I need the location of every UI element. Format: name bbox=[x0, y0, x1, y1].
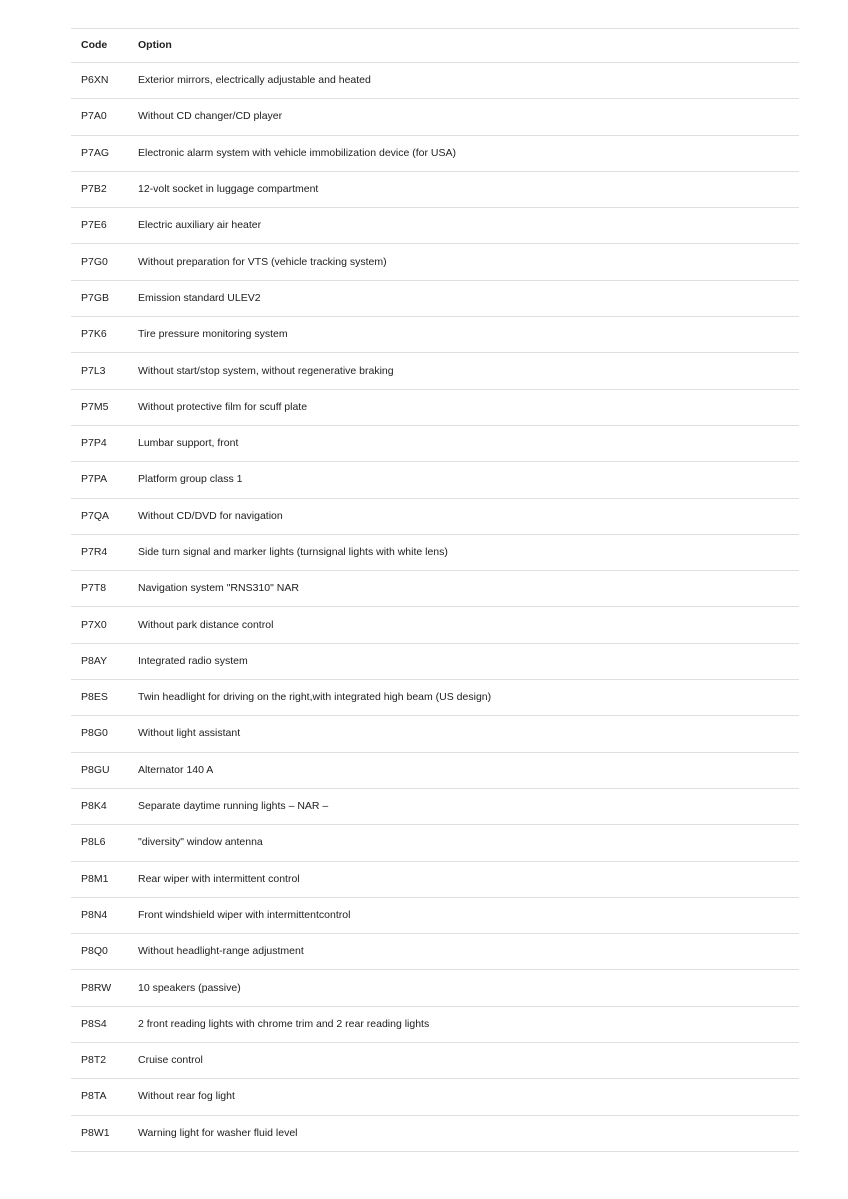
table-row bbox=[71, 135, 799, 171]
code-cell: P7L3 bbox=[71, 353, 138, 389]
option-cell: Without headlight-range adjustment bbox=[138, 934, 799, 970]
option-cell: Side turn signal and marker lights (turnsignal lights with white lens) bbox=[138, 534, 799, 570]
table-row bbox=[71, 934, 799, 970]
table-row bbox=[71, 425, 799, 461]
code-cell: P8W1 bbox=[71, 1115, 138, 1151]
header-row bbox=[71, 29, 799, 63]
code-cell: P8T2 bbox=[71, 1043, 138, 1079]
code-cell: P7GB bbox=[71, 280, 138, 316]
table-row bbox=[71, 389, 799, 425]
option-cell: 10 speakers (passive) bbox=[138, 970, 799, 1006]
code-cell: P7PA bbox=[71, 462, 138, 498]
option-cell: Without park distance control bbox=[138, 607, 799, 643]
table-row bbox=[71, 788, 799, 824]
table-row bbox=[71, 861, 799, 897]
option-cell: Electronic alarm system with vehicle immobilization device (for USA) bbox=[138, 135, 799, 171]
table-row bbox=[71, 680, 799, 716]
table-row bbox=[71, 353, 799, 389]
code-cell: P7QA bbox=[71, 498, 138, 534]
option-cell: Lumbar support, front bbox=[138, 425, 799, 461]
table-row bbox=[71, 752, 799, 788]
code-cell: P8M1 bbox=[71, 861, 138, 897]
table-row bbox=[71, 825, 799, 861]
table-row bbox=[71, 1043, 799, 1079]
code-cell: P7R4 bbox=[71, 534, 138, 570]
table-row bbox=[71, 462, 799, 498]
table-body bbox=[71, 63, 799, 1152]
code-cell: P7K6 bbox=[71, 317, 138, 353]
code-cell: P7M5 bbox=[71, 389, 138, 425]
code-cell: P7G0 bbox=[71, 244, 138, 280]
code-cell: P8G0 bbox=[71, 716, 138, 752]
code-cell: P8GU bbox=[71, 752, 138, 788]
table-row bbox=[71, 897, 799, 933]
table-header bbox=[71, 29, 799, 63]
code-cell: P7A0 bbox=[71, 99, 138, 135]
table-row bbox=[71, 716, 799, 752]
options-table bbox=[71, 28, 799, 1152]
code-cell: P6XN bbox=[71, 63, 138, 99]
table-row bbox=[71, 607, 799, 643]
option-cell: Platform group class 1 bbox=[138, 462, 799, 498]
option-cell: Front windshield wiper with intermittentcontrol bbox=[138, 897, 799, 933]
column-header-option: Option bbox=[138, 29, 799, 63]
option-cell: Tire pressure monitoring system bbox=[138, 317, 799, 353]
option-cell: Without rear fog light bbox=[138, 1079, 799, 1115]
code-cell: P8TA bbox=[71, 1079, 138, 1115]
table-row bbox=[71, 99, 799, 135]
code-cell: P8N4 bbox=[71, 897, 138, 933]
option-cell: "diversity" window antenna bbox=[138, 825, 799, 861]
table-row bbox=[71, 280, 799, 316]
code-cell: P7T8 bbox=[71, 571, 138, 607]
table-row bbox=[71, 244, 799, 280]
code-cell: P8L6 bbox=[71, 825, 138, 861]
option-cell: Emission standard ULEV2 bbox=[138, 280, 799, 316]
table-row bbox=[71, 1079, 799, 1115]
option-cell: Without preparation for VTS (vehicle tracking system) bbox=[138, 244, 799, 280]
table-row bbox=[71, 171, 799, 207]
table-row bbox=[71, 1115, 799, 1151]
option-cell: Integrated radio system bbox=[138, 643, 799, 679]
code-cell: P8S4 bbox=[71, 1006, 138, 1042]
table-row bbox=[71, 534, 799, 570]
option-cell: Without CD changer/CD player bbox=[138, 99, 799, 135]
option-cell: 2 front reading lights with chrome trim and 2 rear reading lights bbox=[138, 1006, 799, 1042]
option-cell: Without light assistant bbox=[138, 716, 799, 752]
option-cell: Rear wiper with intermittent control bbox=[138, 861, 799, 897]
option-cell: Without CD/DVD for navigation bbox=[138, 498, 799, 534]
column-header-code: Code bbox=[71, 29, 138, 63]
code-cell: P8AY bbox=[71, 643, 138, 679]
code-cell: P7E6 bbox=[71, 208, 138, 244]
option-cell: Exterior mirrors, electrically adjustable and heated bbox=[138, 63, 799, 99]
code-cell: P7X0 bbox=[71, 607, 138, 643]
table-row bbox=[71, 208, 799, 244]
option-cell: Warning light for washer fluid level bbox=[138, 1115, 799, 1151]
option-cell: Without start/stop system, without regenerative braking bbox=[138, 353, 799, 389]
option-cell: Separate daytime running lights – NAR – bbox=[138, 788, 799, 824]
code-cell: P8ES bbox=[71, 680, 138, 716]
code-cell: P7AG bbox=[71, 135, 138, 171]
code-cell: P8K4 bbox=[71, 788, 138, 824]
code-cell: P7P4 bbox=[71, 425, 138, 461]
code-cell: P7B2 bbox=[71, 171, 138, 207]
table-row bbox=[71, 317, 799, 353]
option-cell: 12-volt socket in luggage compartment bbox=[138, 171, 799, 207]
option-cell: Without protective film for scuff plate bbox=[138, 389, 799, 425]
option-cell: Cruise control bbox=[138, 1043, 799, 1079]
option-cell: Navigation system "RNS310" NAR bbox=[138, 571, 799, 607]
table-row bbox=[71, 498, 799, 534]
table-row bbox=[71, 1006, 799, 1042]
table-row bbox=[71, 63, 799, 99]
option-cell: Alternator 140 A bbox=[138, 752, 799, 788]
code-cell: P8Q0 bbox=[71, 934, 138, 970]
option-cell: Electric auxiliary air heater bbox=[138, 208, 799, 244]
table-row bbox=[71, 643, 799, 679]
option-cell: Twin headlight for driving on the right,with integrated high beam (US design) bbox=[138, 680, 799, 716]
table-row bbox=[71, 571, 799, 607]
code-cell: P8RW bbox=[71, 970, 138, 1006]
table-row bbox=[71, 970, 799, 1006]
